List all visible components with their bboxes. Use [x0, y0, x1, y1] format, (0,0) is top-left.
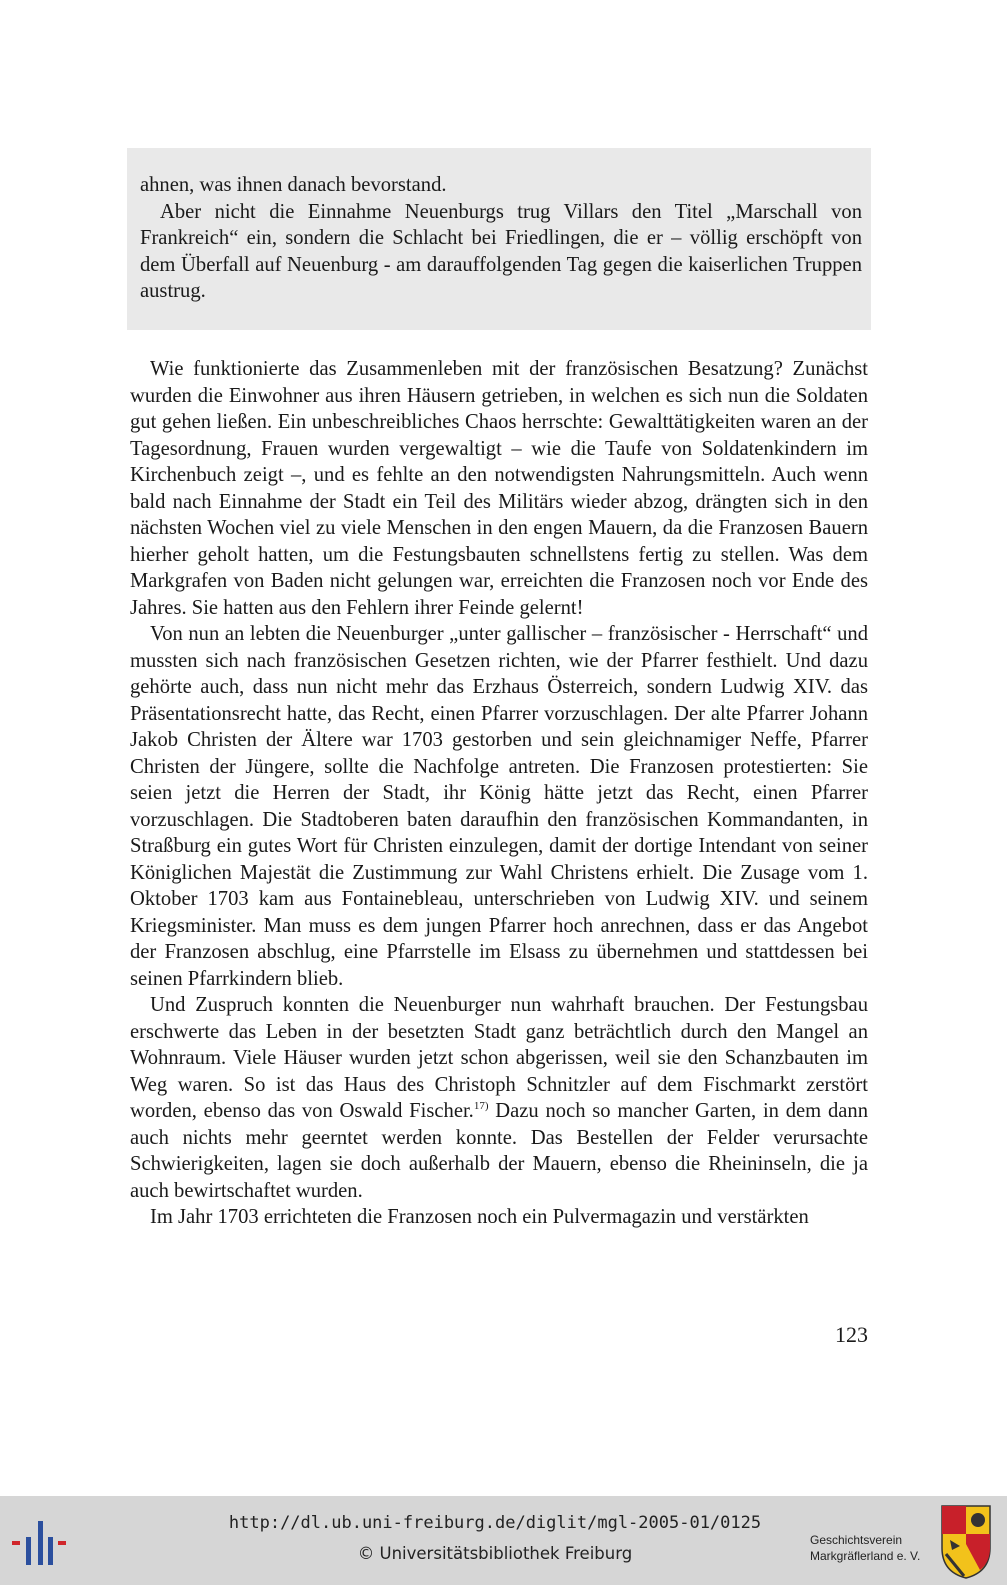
body-paragraph: Im Jahr 1703 errichteten die Franzosen noch ein Pulvermagazin und verstärkten: [150, 1206, 809, 1228]
footer-bar: [0, 1496, 1007, 1585]
quote-paragraph: ahnen, was ihnen danach bevorstand.: [140, 174, 447, 196]
body-paragraph: Von nun an lebten die Neuenburger „unter gallischer – französischer - Herrschaft“ und mussten sich nach französischen Gesetzen richten, wie der Pfarrer festhielt. Und dazu gehörte auch, dass nun nicht mehr das Erzhaus Österreich, sondern Ludwig XIV. das Präsentationsrecht hatte, das Recht, einen Pfarrer vorzuschlagen. Der alte Pfarrer Johann Jakob Christen der Ältere war 1703 gestorben und sein gleichnamiger Neffe, Pfarrer Christen der Jüngere, sollte die Nachfolge antreten. Die Franzosen protestierten: Sie seien jetzt die Herren der Stadt, ihr König hätte jetzt das Recht, einen Pfarrer vorzuschlagen. Die Stadtoberen baten daraufhin den französischen Kommandanten, in Straßburg ein gutes Wort für Christen einzulegen, damit der dortige Intendant von seiner Königlichen Majestät die Zustimmung zur Wahl Christens erhielt. Die Zusage vom 1. Oktober 1703 kam aus Fontainebleau, unterschrieben von Ludwig XIV. und seinem Kriegsminister. Man muss es dem jungen Pfarrer hoch anrechnen, dass er das Angebot der Franzosen abschlug, eine Pfarrstelle im Elsass zu übernehmen und stattdessen bei seinen Pfarrkindern blieb.: [130, 623, 868, 990]
quote-paragraph: Aber nicht die Einnahme Neuenburgs trug Villars den Titel „Marschall von Frankreich“ ein, sondern die Schlacht bei Friedlingen, die er – völlig erschöpft von dem Überfall auf Neuenburg - am darauffolgenden Tag gegen die kaiserlichen Truppen austrug.: [140, 200, 862, 302]
body-paragraph: [130, 992, 868, 1204]
footer-copyright: © Universitätsbibliothek Freiburg: [357, 1544, 633, 1563]
body-text: [130, 356, 868, 1231]
quote-box: [140, 172, 862, 305]
footer-url-link[interactable]: http://dl.ub.uni-freiburg.de/diglit/mgl-2005-01/0125: [228, 1513, 762, 1533]
body-paragraph: Wie funktionierte das Zusammenleben mit der französischen Besatzung? Zunächst wurden die Einwohner aus ihren Häusern getrieben, in welchen es sich nun die Soldaten gut gehen ließen. Ein unbeschreibliches Chaos herrschte: Gewalttätigkeiten waren an der Tagesordnung, Frauen wurden vergewaltigt – wie die Taufe von Soldatenkindern im Kirchenbuch zeigt –, und es fehlte an den notwendigsten Nahrungsmitteln. Auch wenn bald nach Einnahme der Stadt ein Teil des Militärs wieder abzog, drängten sich in den nächsten Wochen viel zu viele Menschen in den engen Mauern, da die Franzosen Bauern hierher geholt hatten, um die Festungsbauten schnellstens fertig zu stellen. Was dem Markgrafen von Baden nicht gelungen war, erreichten die Franzosen noch vor Ende des Jahres. Sie hatten aus den Fehlern ihrer Feinde gelernt!: [130, 358, 868, 619]
society-name-line: Markgräflerland e. V.: [810, 1549, 921, 1563]
footnote-marker[interactable]: 17): [473, 1100, 489, 1112]
ub-freiburg-logo-icon[interactable]: [12, 1521, 68, 1565]
society-name-line: Geschichtsverein: [810, 1533, 903, 1547]
page-number: 123: [835, 1322, 868, 1347]
paragraph-text: Und Zuspruch konnten die Neuenburger nun wahrhaft brauchen. Der Festungsbau erschwerte das Leben in der besetzten Stadt ganz beträchtlich durch den Mangel an Wohnraum. Viele Häuser wurden jetzt schon abgerissen, weil sie den Schanzbauten im Weg waren. So ist das Haus des Christoph Schnitzler auf dem Fischmarkt zerstört worden, ebenso das von Oswald Fischer.: [130, 994, 868, 1122]
paragraph-text: Dazu noch so mancher Garten, in dem dann auch nichts mehr geerntet werden konnte. Das Bestellen der Felder verursachte Schwierigkeiten, lagen sie doch außerhalb der Mauern, ebenso die Rheininseln, die ja auch bewirtschaftet wurden.: [130, 1100, 868, 1202]
coat-of-arms-icon: [940, 1504, 992, 1580]
society-name: [810, 1532, 930, 1564]
